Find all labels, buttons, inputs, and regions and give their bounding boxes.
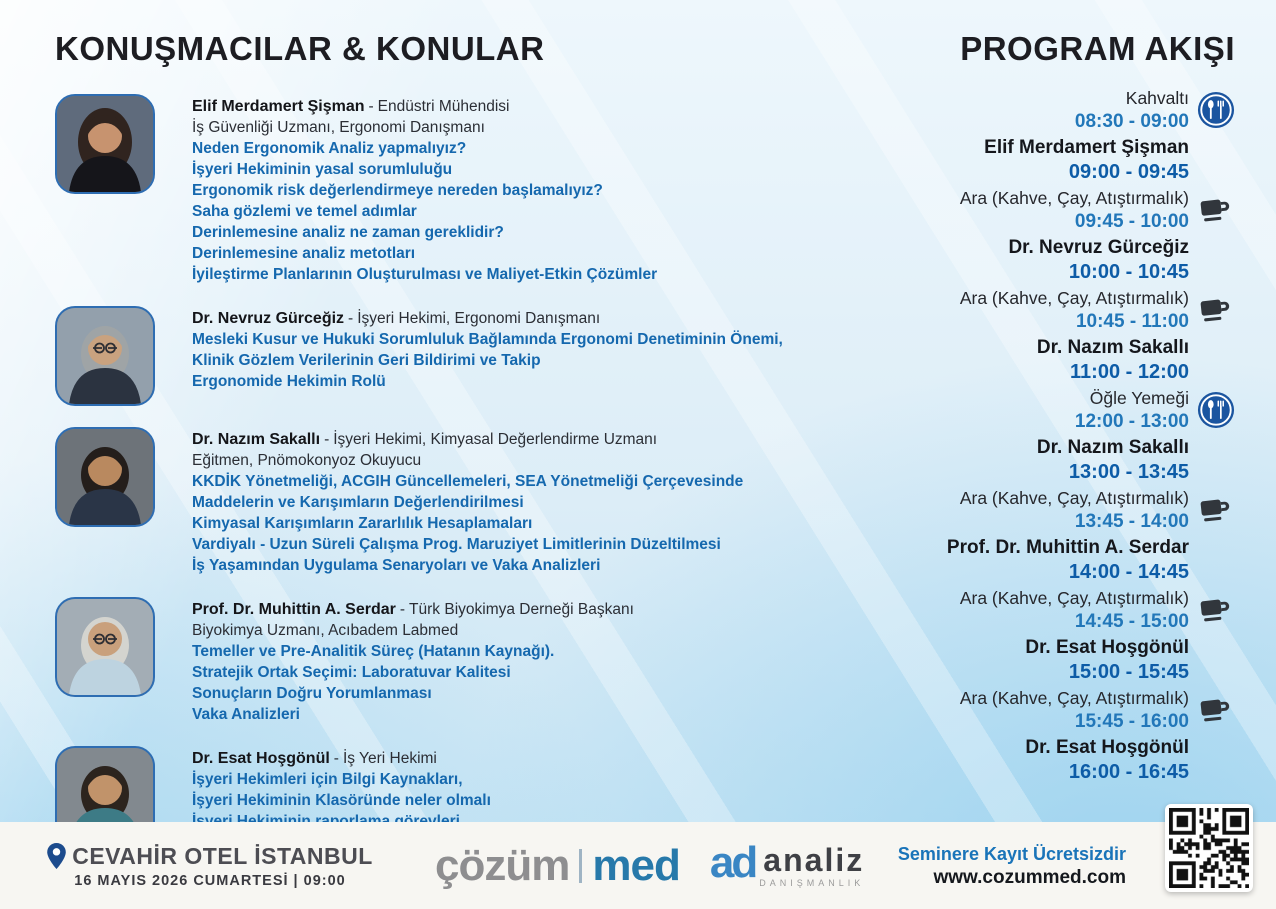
schedule-time: 13:45 - 14:00 [1074,511,1189,532]
speaker-name: Dr. Nevruz Gürceğiz [192,310,345,327]
schedule-label: Dr. Esat Hoşgönül [1025,737,1189,758]
schedule-text [923,236,1189,284]
registration-note: Seminere Kayıt Ücretsizdir [897,843,1126,864]
topic-item: Ergonomik risk değerlendirmeye nereden başlamalıyız? [192,182,603,199]
meal-icon [1197,391,1235,429]
schedule-row [923,86,1235,134]
schedule-time: 15:00 - 15:45 [1068,661,1189,683]
schedule-text [923,86,1189,134]
topic-item: Derinlemesine analiz ne zaman gereklidir? [192,224,504,241]
speaker-headline [192,599,634,620]
schedule-label: Ara (Kahve, Çay, Atıştırmalık) [959,488,1189,508]
speaker-name: Dr. Nazım Sakallı [192,431,321,448]
schedule-time: 10:45 - 11:00 [1075,311,1189,332]
schedule-icon-slot [1189,188,1235,232]
schedule-label: Ara (Kahve, Çay, Atıştırmalık) [959,688,1189,708]
topic-item: Temeller ve Pre-Analitik Süreç (Hatanın Kaynağı). [192,643,555,660]
speaker-text [192,746,491,832]
schedule-row [923,536,1235,584]
schedule-icon-slot [1189,588,1235,632]
schedule-row [923,386,1235,434]
speaker-name: Prof. Dr. Muhittin A. Serdar [192,601,396,618]
topic-item: İş Yaşamından Uygulama Senaryoları ve Vaka Analizleri [192,557,601,574]
separator: - [348,310,354,327]
schedule-label: Dr. Nevruz Gürceğiz [1008,237,1189,258]
schedule-icon-slot [1189,288,1235,332]
schedule-label: Kahvaltı [1125,88,1189,108]
schedule-time: 08:30 - 09:00 [1074,111,1189,132]
coffee-cup-icon [1195,193,1235,227]
website-url[interactable]: www.cozummed.com [933,866,1126,888]
topic-item: İşyeri Hekiminin Klasöründe neler olmalı [192,792,491,809]
schedule-time: 11:00 - 12:00 [1070,361,1189,383]
schedule-row [923,486,1235,534]
speaker-role: İş Yeri Hekimi [342,750,437,767]
speaker-name: Elif Merdamert Şişman [192,98,365,115]
program-title: PROGRAM AKIŞI [960,30,1235,67]
schedule-row [923,236,1235,284]
schedule-label: Ara (Kahve, Çay, Atıştırmalık) [959,288,1189,308]
topics-list [192,329,783,392]
topic-item: Kimyasal Karışımların Zararlılık Hesaplamaları [192,515,533,532]
speaker-role-2: Eğitmen, Pnömokonyoz Okuyucu [192,452,422,469]
speaker-photo [55,94,155,194]
event-datetime: 16 MAYIS 2026 CUMARTESİ | 09:00 [74,872,346,889]
speaker-photo [55,597,155,697]
separator: - [324,431,330,448]
schedule-text [923,136,1189,184]
speaker-text [192,597,634,725]
speaker-text [192,427,743,576]
venue-block [45,843,375,889]
speaker-role: İşyeri Hekimi, Ergonomi Danışmanı [357,310,601,327]
schedule-time: 09:00 - 09:45 [1068,161,1189,183]
program-section [923,30,1235,822]
registration-block [898,842,1126,890]
person-avatar-icon [57,429,153,525]
schedule-list [923,86,1235,784]
footer-bar [0,822,1276,909]
topic-item: Maddelerin ve Karışımların Değerlendirilmesi [192,494,524,511]
topic-item: Ergonomide Hekimin Rolü [192,373,386,390]
speakers-title: KONUŞMACILAR & KONULAR [55,30,545,67]
schedule-time: 15:45 - 16:00 [1074,711,1189,732]
speaker-photo [55,427,155,527]
speaker-role: İşyeri Hekimi, Kimyasal Değerlendirme Uzmanı [333,431,658,448]
schedule-text [923,736,1189,784]
cozummed-logo [435,841,680,891]
schedule-label: Öğle Yemeği [1089,388,1189,408]
coffee-cup-icon [1195,693,1235,727]
schedule-icon-slot [1189,438,1235,482]
schedule-label: Ara (Kahve, Çay, Atıştırmalık) [959,588,1189,608]
topic-item: İyileştirme Planlarının Oluşturulması ve Maliyet-Etkin Çözümler [192,266,658,283]
logo-text-cozum: çözüm [435,840,570,890]
topic-item: Sonuçların Doğru Yorumlanması [192,685,432,702]
schedule-text [923,586,1189,634]
speaker-role: Endüstri Mühendisi [377,98,510,115]
schedule-label: Dr. Nazım Sakallı [1036,437,1189,458]
speaker-text [192,306,783,392]
qr-code-canvas [1169,808,1249,888]
schedule-text [923,286,1189,334]
speaker-headline [192,308,783,329]
topics-list [192,641,634,725]
schedule-time: 14:00 - 14:45 [1068,561,1189,583]
schedule-row [923,286,1235,334]
schedule-row [923,436,1235,484]
separator: - [399,601,406,618]
schedule-row [923,586,1235,634]
topic-item: Derinlemesine analiz metotları [192,245,416,262]
separator: - [333,750,339,767]
speaker-text [192,94,657,285]
adanaliz-subtitle: DANIŞMANLIK [759,878,865,888]
speaker-role: Türk Biyokimya Derneği Başkanı [409,601,634,618]
speaker-role-2: İş Güvenliği Uzmanı, Ergonomi Danışmanı [192,119,485,136]
person-avatar-icon [57,308,153,404]
schedule-row [923,136,1235,184]
speaker-headline [192,96,657,117]
schedule-time: 13:00 - 13:45 [1068,461,1189,483]
schedule-label: Dr. Esat Hoşgönül [1025,637,1189,658]
logo-text-med: med [592,840,680,890]
meal-icon [1197,91,1235,129]
logo-divider [579,849,582,883]
speakers-section [55,30,815,822]
speaker-headline [192,429,743,450]
schedule-row [923,336,1235,384]
adanaliz-name: analiz [763,842,865,878]
coffee-cup-icon [1195,493,1235,527]
schedule-row [923,636,1235,684]
schedule-icon-slot [1189,488,1235,532]
schedule-text [923,186,1189,234]
speaker-name: Dr. Esat Hoşgönül [192,750,330,767]
person-avatar-icon [57,96,153,192]
topic-item: İşyeri Hekimleri için Bilgi Kaynakları, [192,771,463,788]
topics-list [192,138,657,285]
speaker-role-2: Biyokimya Uzmanı, Acıbadem Labmed [192,622,459,639]
schedule-time: 09:45 - 10:00 [1074,211,1189,232]
schedule-time: 12:00 - 13:00 [1074,411,1189,432]
schedule-icon-slot [1189,88,1235,132]
topic-item: Vaka Analizleri [192,706,300,723]
schedule-icon-slot [1189,338,1235,382]
topic-item: KKDİK Yönetmeliği, ACGIH Güncellemeleri, SEA Yönetmeliği Çerçevesinde [192,473,744,490]
schedule-text [923,386,1189,434]
schedule-row [923,736,1235,784]
speaker-block [55,306,815,406]
speaker-block [55,597,815,725]
topic-item: Saha gözlemi ve temel adımlar [192,203,417,220]
schedule-time: 10:00 - 10:45 [1068,261,1189,283]
schedule-row [923,686,1235,734]
schedule-text [923,536,1189,584]
topic-item: Stratejik Ortak Seçimi: Laboratuvar Kalitesi [192,664,511,681]
schedule-icon-slot [1189,388,1235,432]
adanaliz-logo [709,838,865,888]
schedule-text [923,436,1189,484]
topic-item: Klinik Gözlem Verilerinin Geri Bildirimi ve Takip [192,352,541,369]
schedule-row [923,186,1235,234]
topic-item: Neden Ergonomik Analiz yapmalıyız? [192,140,467,157]
schedule-text [923,636,1189,684]
speaker-headline [192,748,491,769]
schedule-icon-slot [1189,738,1235,782]
schedule-label: Ara (Kahve, Çay, Atıştırmalık) [959,188,1189,208]
schedule-icon-slot [1189,688,1235,732]
schedule-time: 14:45 - 15:00 [1074,611,1189,632]
speaker-block [55,427,815,576]
coffee-cup-icon [1195,593,1235,627]
qr-code[interactable] [1165,804,1253,892]
schedule-text [923,686,1189,734]
speaker-photo [55,306,155,406]
schedule-text [923,486,1189,534]
person-avatar-icon [57,599,153,695]
schedule-label: Dr. Nazım Sakallı [1036,337,1189,358]
adanaliz-mark: ad [709,838,756,887]
schedule-text [923,336,1189,384]
schedule-label: Elif Merdamert Şişman [984,137,1189,158]
topic-item: Mesleki Kusur ve Hukuki Sorumluluk Bağlamında Ergonomi Denetiminin Önemi, [192,331,783,348]
schedule-icon-slot [1189,238,1235,282]
speakers-list [55,94,815,846]
schedule-icon-slot [1189,138,1235,182]
topics-list [192,471,743,576]
schedule-label: Prof. Dr. Muhittin A. Serdar [946,537,1189,558]
separator: - [368,98,374,115]
coffee-cup-icon [1195,293,1235,327]
schedule-time: 16:00 - 16:45 [1068,761,1189,783]
venue-name: CEVAHİR OTEL İSTANBUL [72,842,373,869]
topic-item: Vardiyalı - Uzun Süreli Çalışma Prog. Maruziyet Limitlerinin Düzeltilmesi [192,536,721,553]
location-pin-icon [47,843,66,869]
schedule-icon-slot [1189,538,1235,582]
speaker-block [55,94,815,285]
topic-item: İşyeri Hekiminin yasal sorumluluğu [192,161,453,178]
schedule-icon-slot [1189,638,1235,682]
